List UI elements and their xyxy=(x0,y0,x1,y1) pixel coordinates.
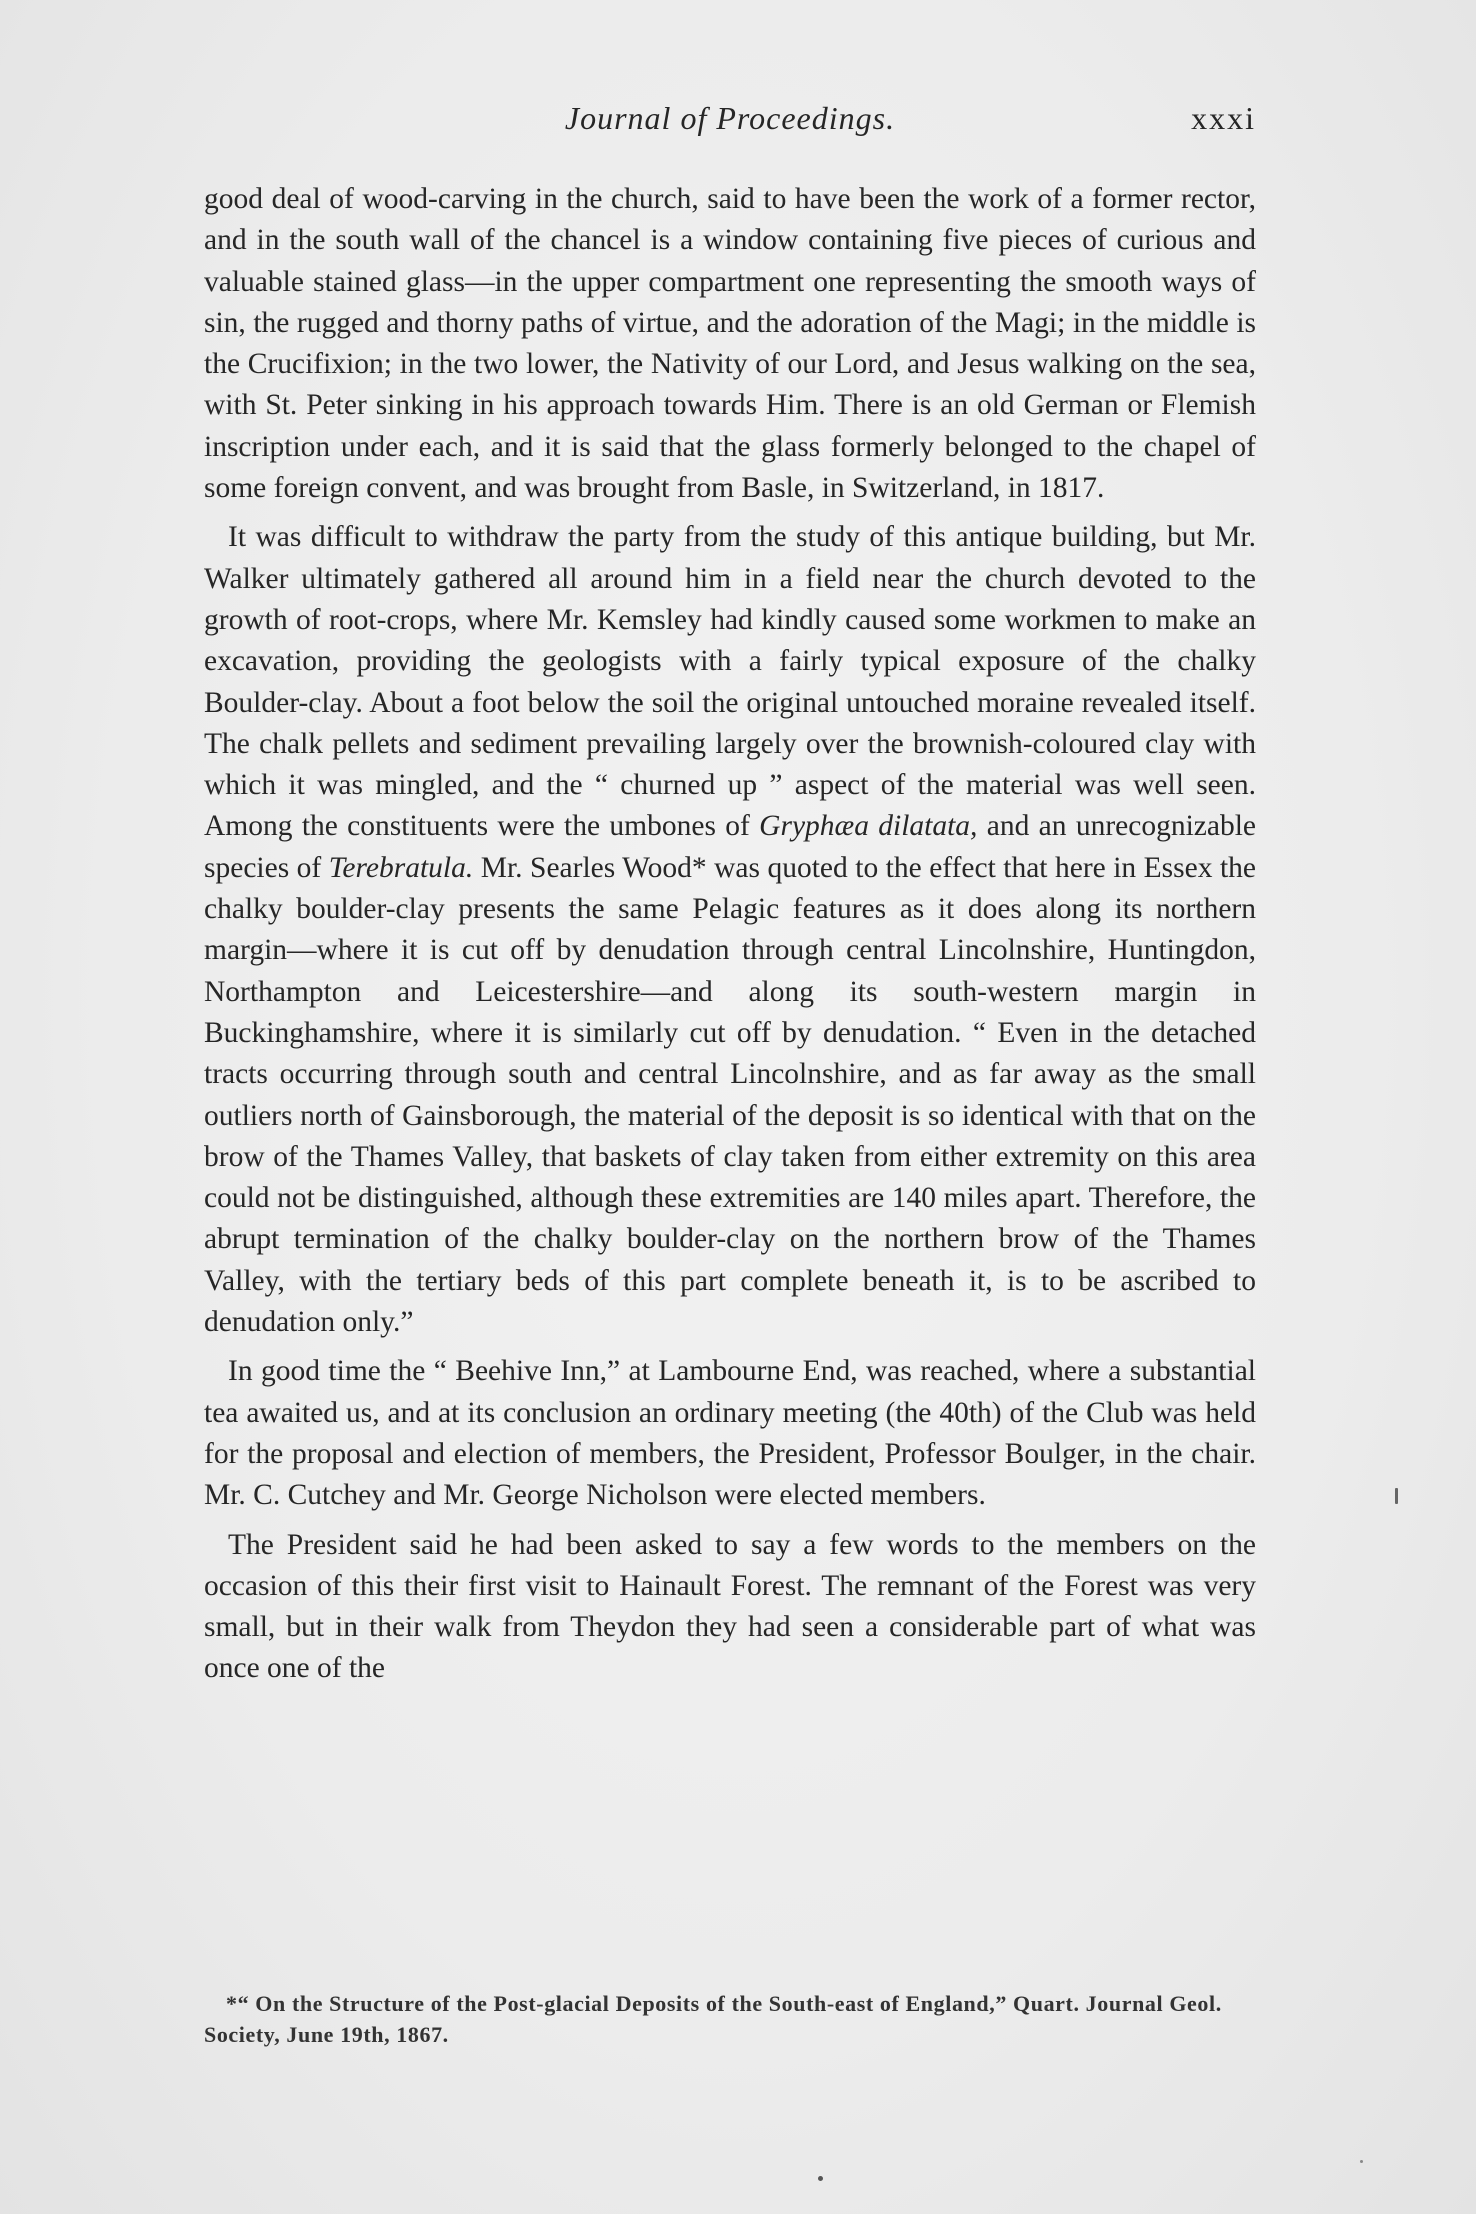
paragraph-text: Mr. Searles Wood* was quoted to the effect that here in Essex the chalky boulder-clay presents the same Pelagic features as it does along its northern margin—where it is cut off by denudation through central Lincolnshire, Huntingdon, Northampton and Leicestershire—and along its south-western margin in Buckinghamshire, where it is similarly cut off by denudation. “ Even in the detached tracts occurring through south and central Lincolnshire, and as far away as the small outliers north of Gainsborough, the material of the deposit is so identical with that on the brow of the Thames Valley, that baskets of clay taken from either extremity on this area could not be distinguished, although these extremities are 140 miles apart. Therefore, the abrupt termination of the chalky boulder-clay on the northern brow of the Thames Valley, with the tertiary beds of this part complete beneath it, is to be ascribed to denudation only.” xyxy=(204,851,1256,1339)
paragraph-continued xyxy=(204,179,1256,509)
paragraph-text: In good time the “ Beehive Inn,” at Lambourne End, was reached, where a substantial tea awaited us, and at its conclusion an ordinary meeting (the 40th) of the Club was held for the proposal and election of members, the President, Professor Boulger, in the chair. Mr. C. Cutchey and Mr. George Nicholson were elected members. xyxy=(204,1355,1256,1512)
body-text xyxy=(204,179,1256,1690)
paragraph-president xyxy=(204,1525,1256,1690)
species-name: Gryphæa dilatata, xyxy=(759,810,978,843)
running-title: Journal of Proceedings. xyxy=(564,100,896,136)
paragraph-excavation xyxy=(204,517,1256,1343)
paper-speck xyxy=(1360,2160,1363,2163)
paragraph-meeting xyxy=(204,1351,1256,1516)
footnote xyxy=(204,1988,1256,2050)
genus-name: Terebratula. xyxy=(328,851,474,884)
paragraph-text: It was difficult to withdraw the party from the study of this antique building, but Mr. Walker ultimately gathered all around him in a field near the church devoted to the growth of root-crops, where Mr. Kemsley had kindly caused some workmen to make an excavation, providing the geologists with a fairly typical exposure of the chalky Boulder-clay. About a foot below the soil the original untouched moraine revealed itself. The chalk pellets and sediment prevailing largely over the brownish-coloured clay with which it was mingled, and the “ churned up ” aspect of the material was well seen. Among the constituents were the umbones of xyxy=(204,521,1256,843)
paper-speck xyxy=(818,2176,823,2181)
paragraph-text: good deal of wood-carving in the church, said to have been the work of a former rector, and in the south wall of the chancel is a window containing five pieces of curious and valuable stained glass—in the upper compartment one representing the smooth ways of sin, the rugged and thorny paths of virtue, and the adoration of the Magi; in the middle is the Crucifixion; in the two lower, the Nativity of our Lord, and Jesus walking on the sea, with St. Peter sinking in his approach towards Him. There is an old German or Flemish inscription under each, and it is said that the glass formerly belonged to the chapel of some foreign convent, and was brought from Basle, in Switzerland, in 1817. xyxy=(204,183,1256,505)
paragraph-text: The President said he had been asked to say a few words to the members on the occasion of this their first visit to Hainault Forest. The remnant of the Forest was very small, but in their walk from Theydon they had seen a considerable part of what was once one of the xyxy=(204,1528,1256,1685)
footnote-text: *“ On the Structure of the Post-glacial Deposits of the South-east of England,” Quart. Journal Geol. Society, June 19th, 1867. xyxy=(204,1991,1222,2047)
paper-speck xyxy=(1395,1488,1398,1504)
page-number: xxxi xyxy=(1191,100,1256,136)
page-header xyxy=(204,100,1256,150)
paragraph-text: and an unrecognizable species of xyxy=(204,810,1257,884)
